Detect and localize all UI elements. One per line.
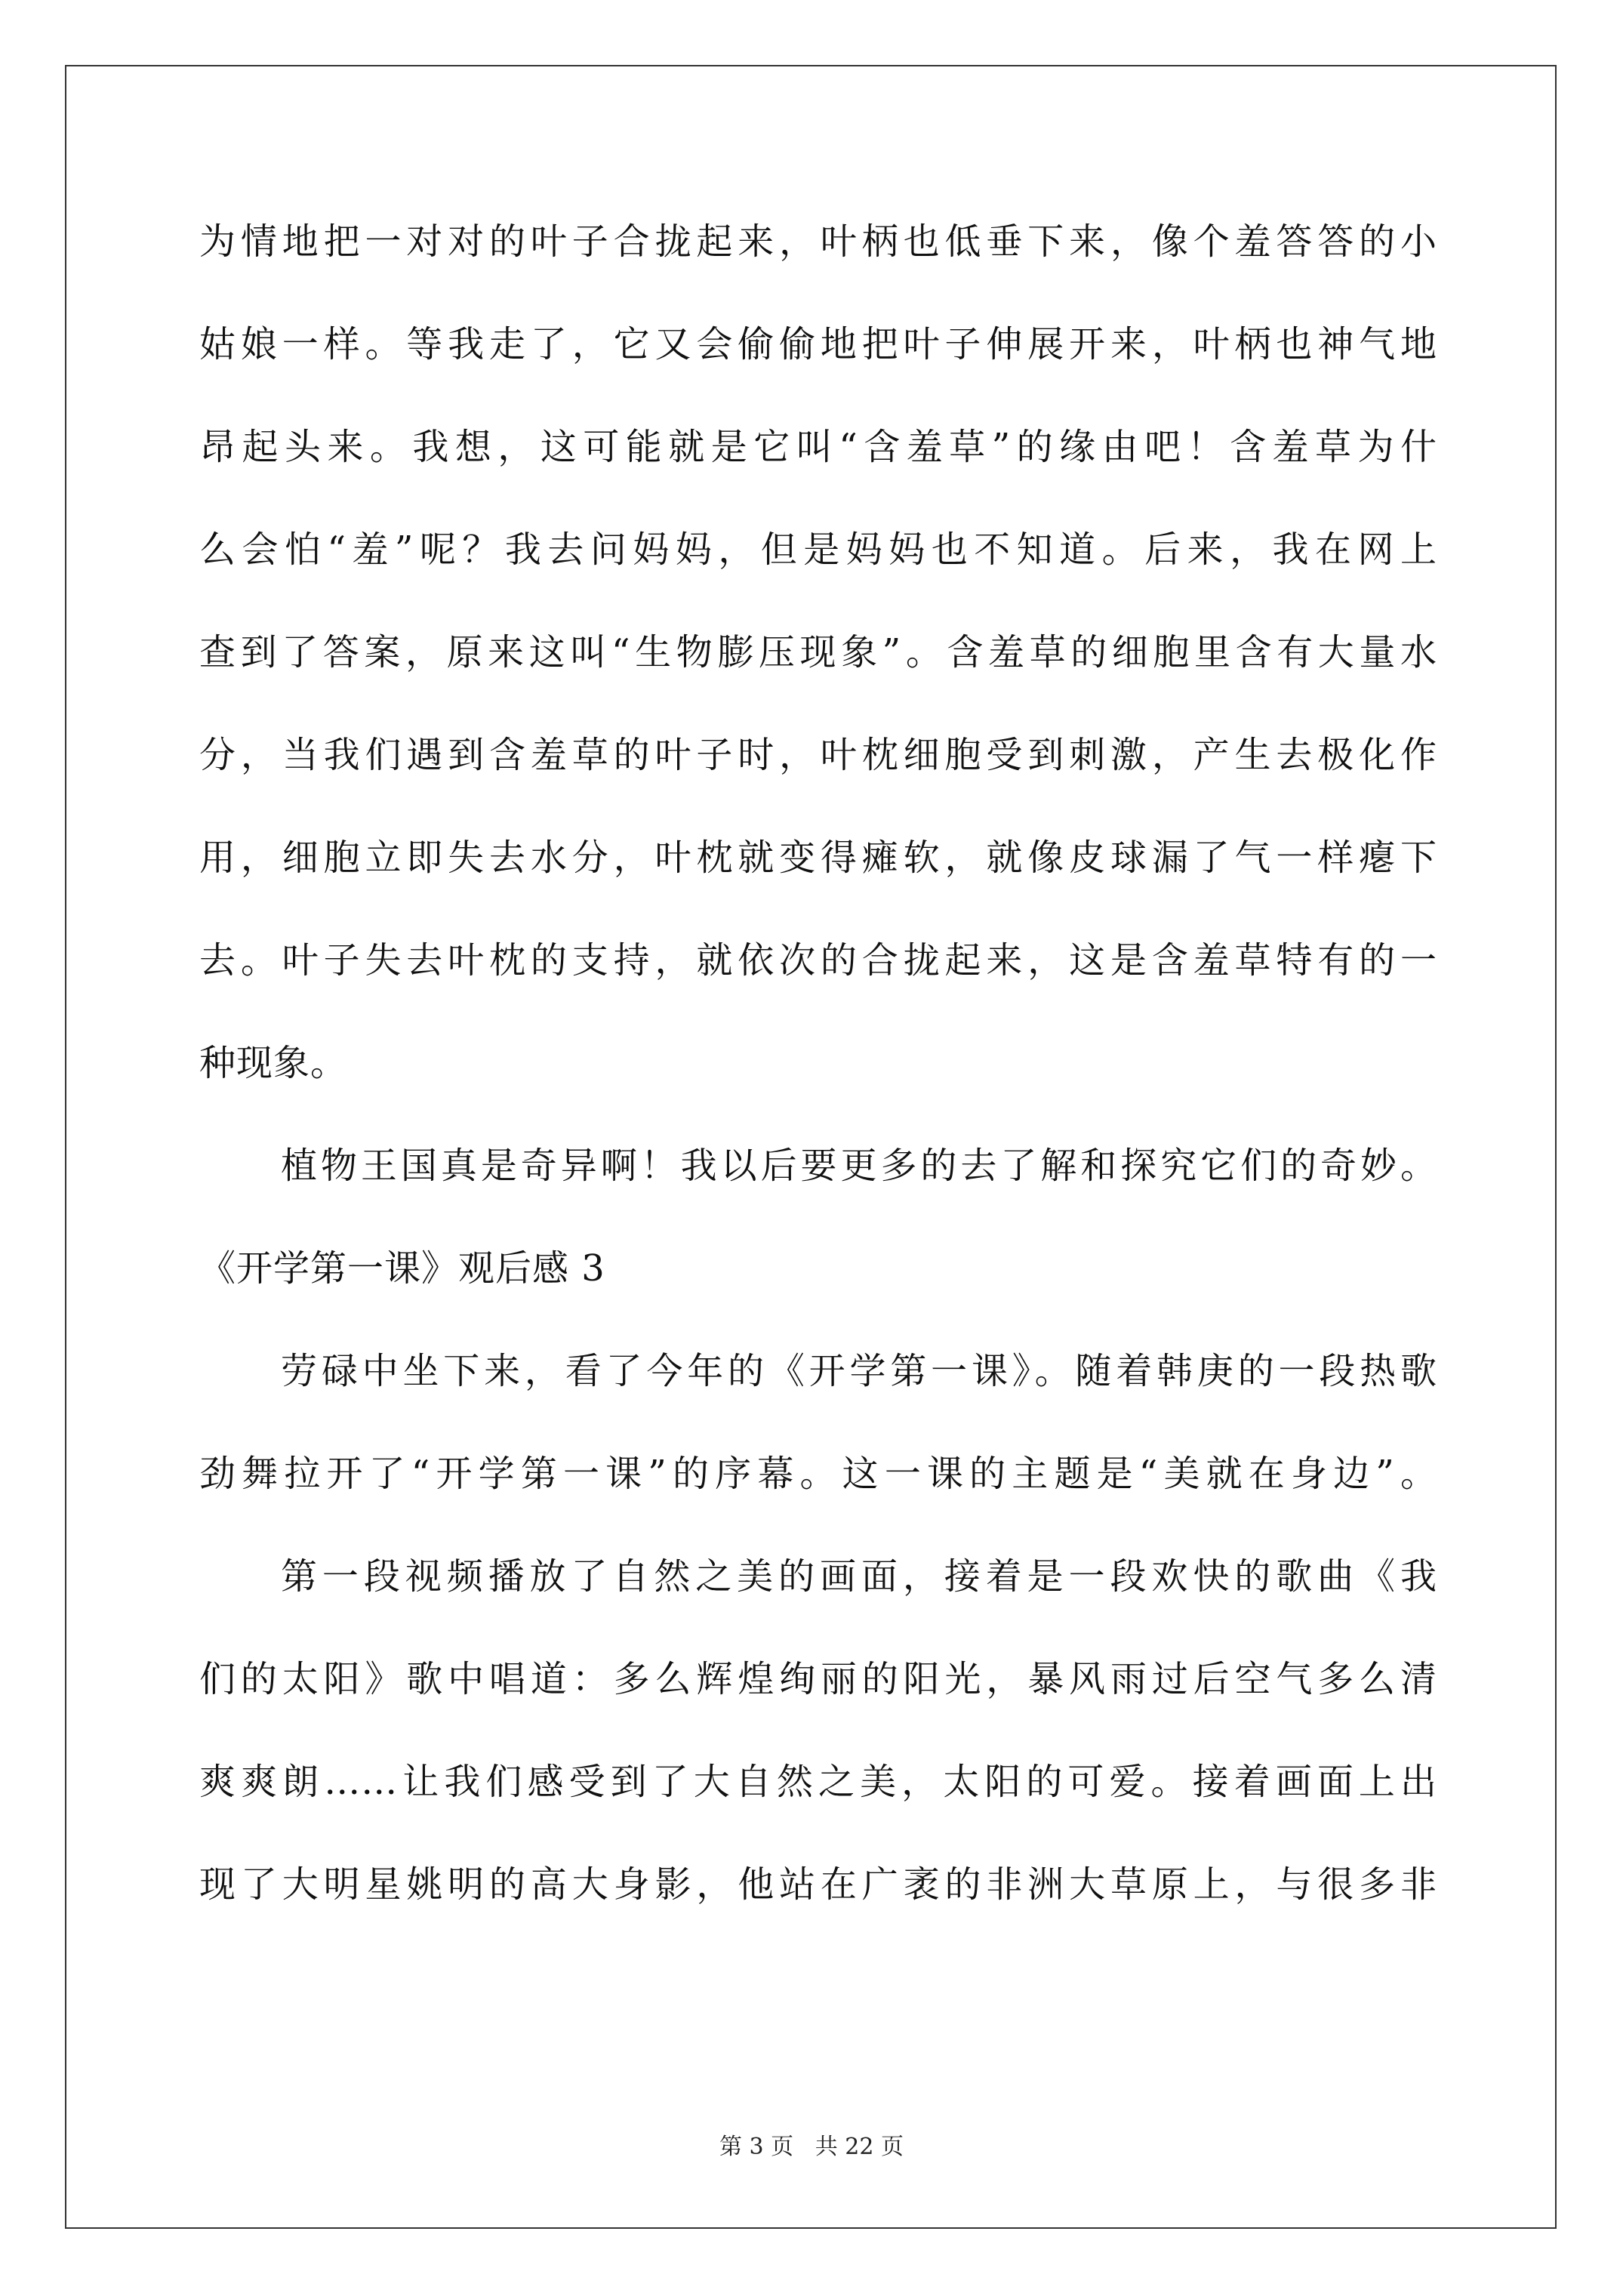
text-line: 第一段视频播放了自然之美的画面，接着是一段欢快的歌曲《我 [281,1555,1437,1598]
text-line: 劳碌中坐下来，看了今年的《开学第一课》。随着韩庚的一段热歌 [281,1350,1437,1392]
text-line: 爽爽朗……让我们感受到了大自然之美，太阳的可爱。接着画面上出 [199,1761,1437,1803]
text-line: 用，细胞立即失去水分，叶枕就变得瘫软，就像皮球漏了气一样瘪下 [199,837,1437,879]
document-body [199,190,1437,1936]
page-number: 第 3 页 [719,2134,794,2160]
text-line: 劲舞拉开了“开学第一课”的序幕。这一课的主题是“美就在身边”。 [199,1453,1437,1495]
text-line: 么会怕“羞”呢？我去问妈妈，但是妈妈也不知道。后来，我在网上 [199,529,1437,571]
text-line: 现了大明星姚明的高大身影，他站在广袤的非洲大草原上，与很多非 [199,1863,1437,1906]
text-line: 种现象。 [199,1042,348,1084]
text-line: 姑娘一样。等我走了，它又会偷偷地把叶子伸展开来，叶柄也神气地 [199,323,1437,365]
page-footer [0,2132,1623,2162]
text-line: 为情地把一对对的叶子合拢起来，叶柄也低垂下来，像个羞答答的小 [199,220,1437,263]
text-line: 去。叶子失去叶枕的支持，就依次的合拢起来，这是含羞草特有的一 [199,939,1437,982]
text-line: 分，当我们遇到含羞草的叶子时，叶枕细胞受到刺激，产生去极化作 [199,734,1437,776]
section-heading: 《开学第一课》观后感 3 [199,1247,605,1290]
text-line: 查到了答案，原来这叫“生物膨压现象”。含羞草的细胞里含有大量水 [199,631,1437,673]
text-line: 们的太阳》歌中唱道：多么辉煌绚丽的阳光，暴风雨过后空气多么清 [199,1658,1437,1700]
page-total: 共 22 页 [815,2134,904,2160]
text-line: 植物王国真是奇异啊！我以后要更多的去了解和探究它们的奇妙。 [281,1145,1437,1187]
text-line: 昂起头来。我想，这可能就是它叫“含羞草”的缘由吧！含羞草为什 [199,426,1437,468]
